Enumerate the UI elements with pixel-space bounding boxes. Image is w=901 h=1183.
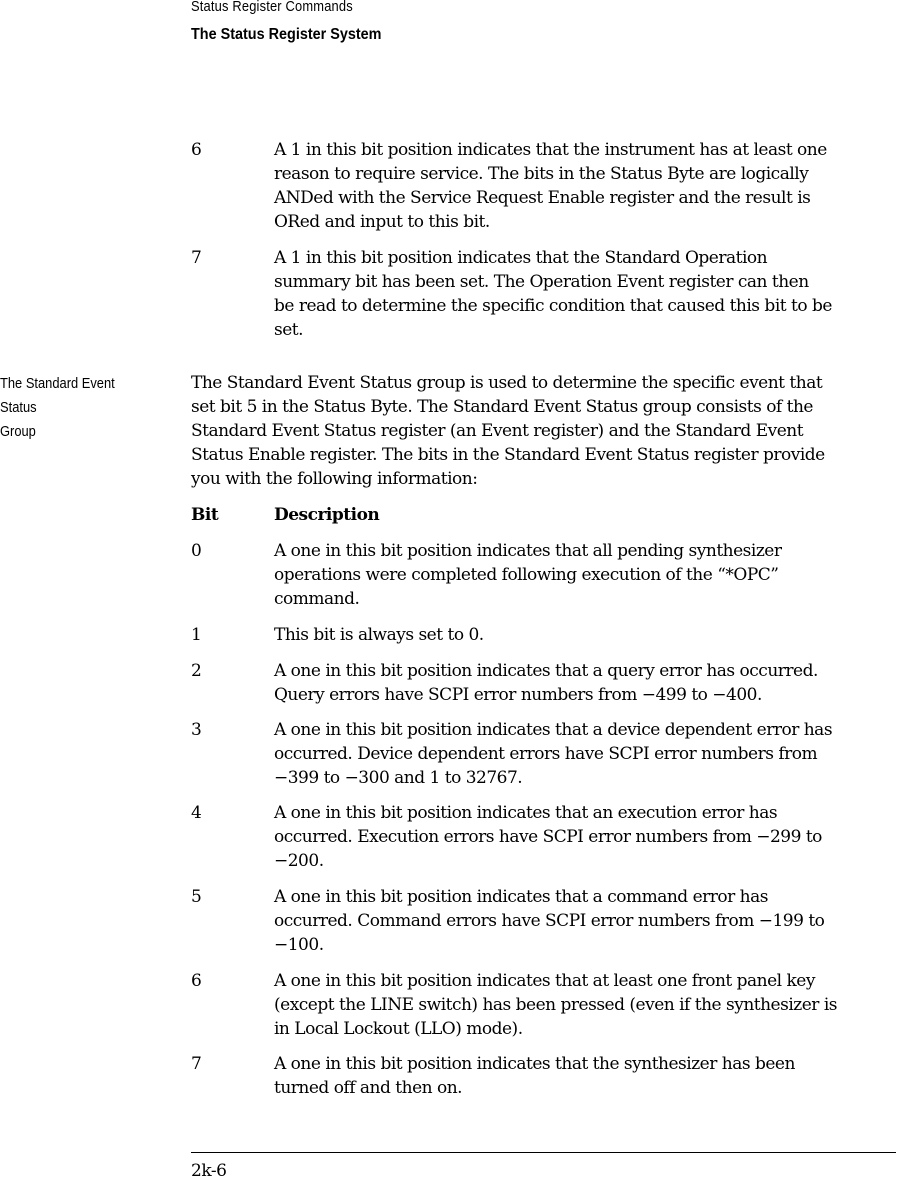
bit-number: 6 [191, 140, 202, 160]
bit-description: This bit is always set to 0. [274, 625, 484, 645]
bit-description: A one in this bit position indicates that the synthesizer has been turned off and then on. [274, 1054, 795, 1098]
bit-description: A 1 in this bit position indicates that the instrument has at least one reason to require service. The bits in the Status Byte are logically ANDed with the Service Request Enable register and the result is ORed and input to this bit. [274, 140, 827, 232]
bit-description: A one in this bit position indicates that an execution error has occurred. Execution errors have SCPI error numbers from −299 to −200. [274, 803, 822, 871]
section-intro-paragraph: The Standard Event Status group is used to determine the specific event that set bit 5 in the Status Byte. The Standard Event Status group consists of the Standard Event Status register (an Event register) and the Standard Event Status Enable register. The bits in the Standard Event Status register provide you with the following information: [191, 373, 825, 489]
bit-number: 7 [191, 248, 202, 268]
bit-number: 4 [191, 803, 202, 823]
bit-description: A one in this bit position indicates that a device dependent error has occurred. Device dependent errors have SCPI error numbers from −399 to −300 and 1 to 32767. [274, 720, 833, 788]
bit-number: 7 [191, 1054, 202, 1074]
running-header-title: The Status Register System [191, 26, 382, 43]
column-header-bit: Bit [191, 505, 219, 525]
bit-number: 2 [191, 661, 202, 681]
page-number: 2k-6 [191, 1161, 227, 1181]
bit-number: 5 [191, 887, 202, 907]
bit-description: A one in this bit position indicates that a command error has occurred. Command errors have SCPI error numbers from −199 to −100. [274, 887, 825, 955]
bit-number: 0 [191, 541, 202, 561]
footer-rule [191, 1152, 896, 1153]
bit-description: A 1 in this bit position indicates that the Standard Operation summary bit has been set. The Operation Event register can then be read to determine the specific condition that caused this bit to be set. [274, 248, 832, 340]
bit-description: A one in this bit position indicates that all pending synthesizer operations were completed following execution of the “*OPC” command. [274, 541, 782, 609]
bit-number: 6 [191, 971, 202, 991]
bit-description: A one in this bit position indicates that at least one front panel key (except the LINE switch) has been pressed (even if the synthesizer is in Local Lockout (LLO) mode). [274, 971, 837, 1039]
running-header-section: Status Register Commands [191, 0, 353, 15]
section-side-label: The Standard Event Status Group [0, 375, 115, 440]
bit-number: 1 [191, 625, 202, 645]
column-header-description: Description [274, 505, 380, 525]
bit-description: A one in this bit position indicates that a query error has occurred. Query errors have SCPI error numbers from −499 to −400. [274, 661, 818, 705]
bit-number: 3 [191, 720, 202, 740]
